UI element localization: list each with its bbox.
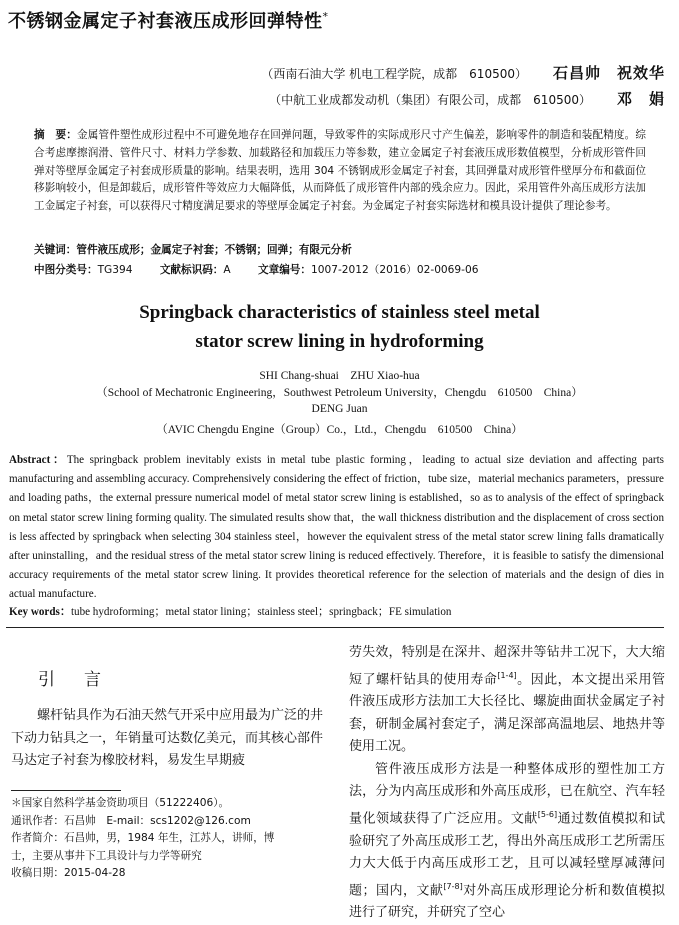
keywords-en-text: tube hydroforming；metal stator lining；stainless steel；springback；FE simulation bbox=[70, 606, 452, 618]
authors-en-1: SHI Chang-shuai ZHU Xiao-hua bbox=[259, 370, 420, 382]
authors-1: 石昌帅 祝效华 bbox=[552, 64, 665, 82]
affiliation-en-1: （School of Mechatronic Engineering，Southwest Petroleum University，Chengdu 610500 China） bbox=[96, 387, 583, 399]
keywords-en-label: Key words： bbox=[9, 606, 71, 618]
paper-title-cn bbox=[8, 7, 329, 33]
abstract-cn-text: 金属管件塑性成形过程中不可避免地存在回弹问题，导致零件的实际成形尺寸产生偏差，影响零件的制造和装配精度。综合考虑摩擦润滑、管件尺寸、材料力学参数、加载路径和加载压力等参数，建立金属定子衬套液压成形数值模型，分析成形管件回弹对等壁厚金属定子衬套成形质量的影响。结果表明，选用 304 不锈钢成形金属定子衬套，其回弹量对成形管件壁厚分布和截面位移影响较小，但是卸载后，成形管件等效应力大幅降低，从而降低了成形管件内部的残余应力。因此，采用管件外高压成形方法加工金属定子衬套，可以获得尺寸精度满足要求的等壁厚金属定子衬套。为金属定子衬套实际选材和模具设计提供了理论参考。 bbox=[34, 129, 647, 213]
footnote-corresponding-author: 通讯作者：石昌帅 E-mail：scs1202@126.com bbox=[11, 814, 251, 827]
citation-7-8: [7-8] bbox=[443, 881, 463, 891]
citation-1-4: [1-4] bbox=[497, 670, 517, 680]
body-right-column bbox=[349, 642, 665, 925]
affiliation-en-2: （AVIC Chengdu Engine（Group）Co.，Ltd.，Chengdu 610500 China） bbox=[156, 424, 523, 436]
document-code: 文献标识码：A bbox=[159, 264, 231, 276]
footnote-author-bio-cont: 士，主要从事井下工具设计与力学等研究 bbox=[11, 849, 202, 862]
abstract-en-text: The springback problem inevitably exists in metal tube plastic forming，leading to actual size deviation and affecting parts manufacturing and assembling accuracy. Comprehensively considering the effect of friction，tube size，material mechanics parameters，pressure and loading paths，the external pressure numerical model of metal stator screw lining is established，so as to analysis of the effect of springback on metal stator screw lining forming quality. The simulated results show that，the wall thickness distribution and the displacement of cross section is less affected by springback when selecting 304 stainless steel，however the equivalent stress of the metal stator screw lining falls dramatically after uninstalling，and the residual stress of the metal stator screw lining is reduced effectively. Therefore，it is feasible to satisfy the dimensional accuracy requirements of the metal stator screw lining. It provides theoretical reference for the selection of materials and the design of dies in actual manufacture. bbox=[9, 454, 664, 601]
clc-number: 中图分类号：TG394 bbox=[34, 264, 133, 276]
body-right-paragraph-1: 劳失效，特别是在深井、超深井等钻井工况下，大大缩短了螺杆钻具的使用寿命[1-4]。因此，本文提出采用管件液压成形方法加工大长径比、螺旋曲面状金属定子衬套，研制金属衬套定子，满足深部高温地层、地热井等使用工况。 bbox=[349, 645, 665, 755]
body-left-paragraph: 螺杆钻具作为石油天然气开采中应用最为广泛的井下动力钻具之一，年销量可达数亿美元，而其核心部件马达定子衬套为橡胶材料，易发生早期疲 bbox=[11, 708, 324, 768]
article-number: 文章编号：1007-2012（2016）02-0069-06 bbox=[258, 264, 479, 276]
abstract-en-label: Abstract： bbox=[9, 454, 67, 466]
abstract-en bbox=[9, 451, 664, 605]
footnote-received-date: 收稿日期：2015-04-28 bbox=[11, 867, 126, 880]
title-footnote-mark: * bbox=[322, 10, 329, 23]
authors-en-2: DENG Juan bbox=[311, 403, 368, 415]
keywords-cn bbox=[34, 242, 352, 257]
footnotes bbox=[11, 795, 331, 883]
affiliation-row-1 bbox=[0, 62, 665, 83]
paper-title-en-line2: stator screw lining in hydroforming bbox=[195, 331, 484, 352]
keywords-cn-text: 管件液压成形；金属定子衬套；不锈钢；回弹；有限元分析 bbox=[76, 244, 352, 256]
abstract-cn-label: 摘 要： bbox=[34, 129, 77, 141]
keywords-cn-label: 关键词： bbox=[34, 244, 77, 256]
affiliation-1: （西南石油大学 机电工程学院，成都 610500） bbox=[261, 67, 527, 81]
paper-title-en-line1: Springback characteristics of stainless steel metal bbox=[139, 302, 540, 323]
authors-2: 邓 娟 bbox=[616, 90, 665, 108]
body-right-paragraph-2: 管件液压成形方法是一种整体成形的塑性加工方法，分为内高压成形和外高压成形，已在航空、汽车轻量化领域获得了广泛应用。文献[5-6]通过数值模拟和试验研究了外高压成形工艺，得出外高压成形工艺所需压力大大低于内高压成形工艺，且可以减轻壁厚减薄问题；国内，文献[7-8]对外高压成形理论分析和数值模拟进行了研究，并研究了空心 bbox=[349, 761, 665, 921]
title-cn-text: 不锈钢金属定子衬套液压成形回弹特性 bbox=[8, 11, 323, 32]
affiliation-row-2 bbox=[0, 88, 665, 109]
abstract-cn bbox=[34, 127, 646, 216]
footnote-author-bio: 作者简介：石昌帅，男，1984 年生，江苏人，讲师，博 bbox=[11, 832, 275, 845]
classification-line bbox=[34, 262, 502, 277]
keywords-en bbox=[9, 603, 451, 619]
section-heading-introduction: 引 言 bbox=[38, 670, 107, 690]
affiliation-2: （中航工业成都发动机（集团）有限公司，成都 610500） bbox=[269, 93, 591, 107]
footnote-funding: ＊国家自然科学基金资助项目（51222406）。 bbox=[11, 797, 230, 809]
section-divider bbox=[6, 627, 664, 628]
citation-5-6: [5-6] bbox=[537, 809, 558, 819]
footnote-rule bbox=[11, 790, 121, 791]
